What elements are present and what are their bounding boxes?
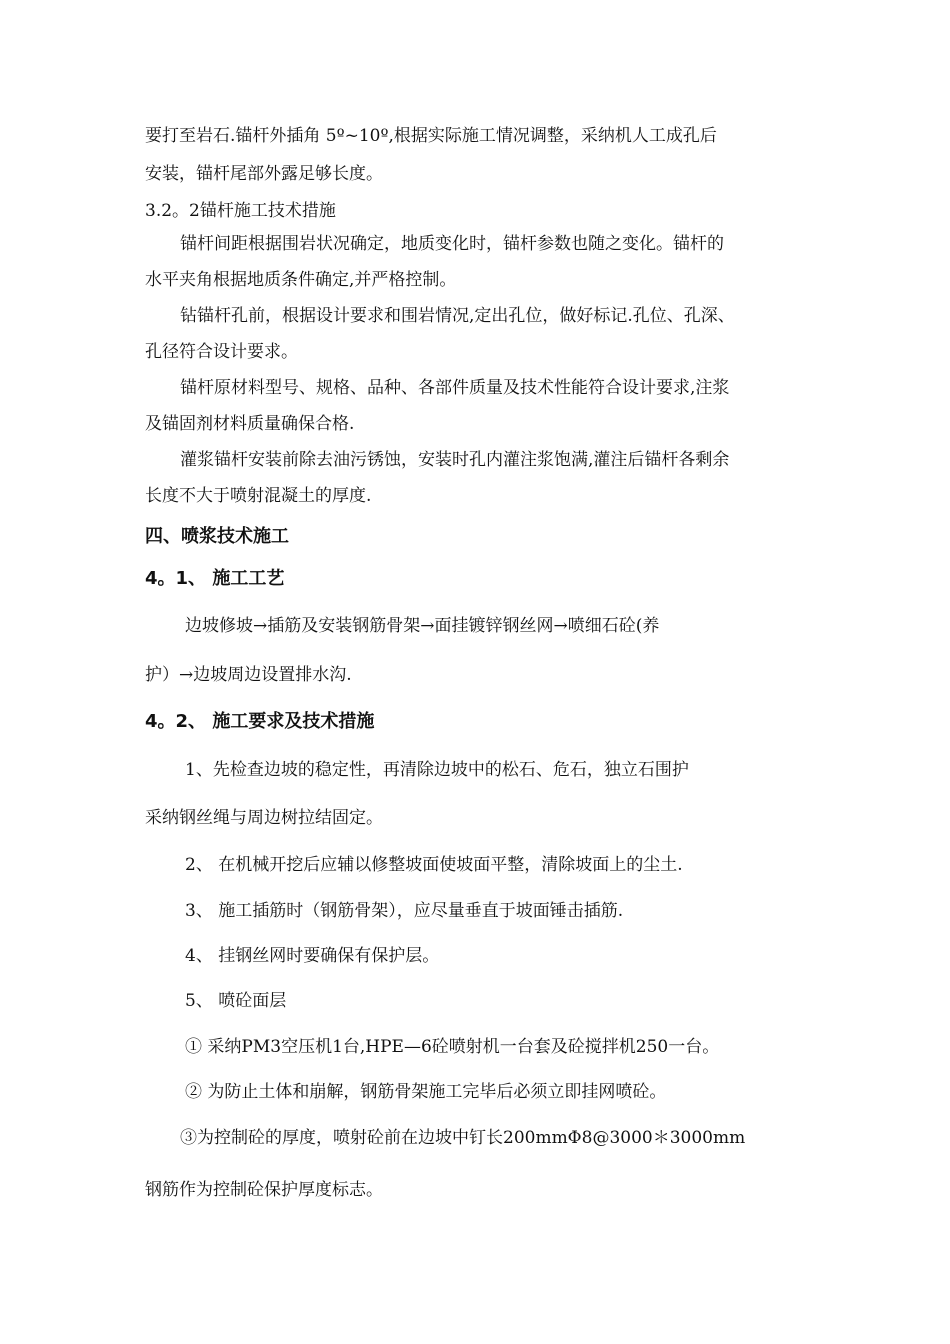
text-line-2: 安装，锚杆尾部外露足够长度。 <box>145 164 383 184</box>
sub-item-2: ② 为防止土体和崩解，钢筋骨架施工完毕后必须立即挂网喷砼。 <box>185 1082 667 1102</box>
list-item-2: 2、 在机械开挖后应辅以修整坡面使坡面平整，清除坡面上的尘土. <box>185 855 683 875</box>
list-item-1-line-1: 1、先检查边坡的稳定性，再清除边坡中的松石、危石，独立石围护 <box>185 760 689 780</box>
text-line-11: 长度不大于喷射混凝土的厚度. <box>145 486 372 506</box>
section-heading-4-2: 4。2、 施工要求及技术措施 <box>145 711 375 732</box>
sub-item-1: ① 采纳PM3空压机1台,HPE—6砼喷射机一台套及砼搅拌机250一台。 <box>185 1037 720 1057</box>
text-line-10: 灌浆锚杆安装前除去油污锈蚀，安装时孔内灌注浆饱满,灌注后锚杆各剩余 <box>180 450 730 470</box>
section-heading-3-2-2: 3.2。2锚杆施工技术措施 <box>145 201 336 221</box>
text-line-15: 护）→边坡周边设置排水沟. <box>145 665 352 685</box>
section-heading-4-1: 4。1、 施工工艺 <box>145 568 285 589</box>
list-item-1-line-2: 采纳钢丝绳与周边树拉结固定。 <box>145 808 383 828</box>
text-line-4: 锚杆间距根据围岩状况确定，地质变化时，锚杆参数也随之变化。锚杆的 <box>180 234 724 254</box>
text-line-14: 边坡修坡→插筋及安装钢筋骨架→面挂镀锌钢丝网→喷细石砼(养 <box>185 616 660 636</box>
list-item-4: 4、 挂钢丝网时要确保有保护层。 <box>185 946 440 966</box>
list-item-3: 3、 施工插筋时（钢筋骨架），应尽量垂直于坡面锤击插筋. <box>185 901 624 921</box>
chapter-heading-4: 四、喷浆技术施工 <box>145 526 289 547</box>
list-item-5: 5、 喷砼面层 <box>185 991 287 1011</box>
sub-item-3-line-1: ③为控制砼的厚度，喷射砼前在边坡中钉长200mmΦ8@3000＊3000mm <box>180 1128 746 1148</box>
text-line-5: 水平夹角根据地质条件确定,并严格控制。 <box>145 270 457 290</box>
text-line-8: 锚杆原材料型号、规格、品种、各部件质量及技术性能符合设计要求,注浆 <box>180 378 730 398</box>
text-line-6: 钻锚杆孔前，根据设计要求和围岩情况,定出孔位，做好标记.孔位、孔深、 <box>180 306 735 326</box>
sub-item-3-line-2: 钢筋作为控制砼保护厚度标志。 <box>145 1180 383 1200</box>
text-line-7: 孔径符合设计要求。 <box>145 342 298 362</box>
text-line-1: 要打至岩石.锚杆外插角 5º~10º,根据实际施工情况调整，采纳机人工成孔后 <box>145 126 717 146</box>
text-line-9: 及锚固剂材料质量确保合格. <box>145 414 355 434</box>
